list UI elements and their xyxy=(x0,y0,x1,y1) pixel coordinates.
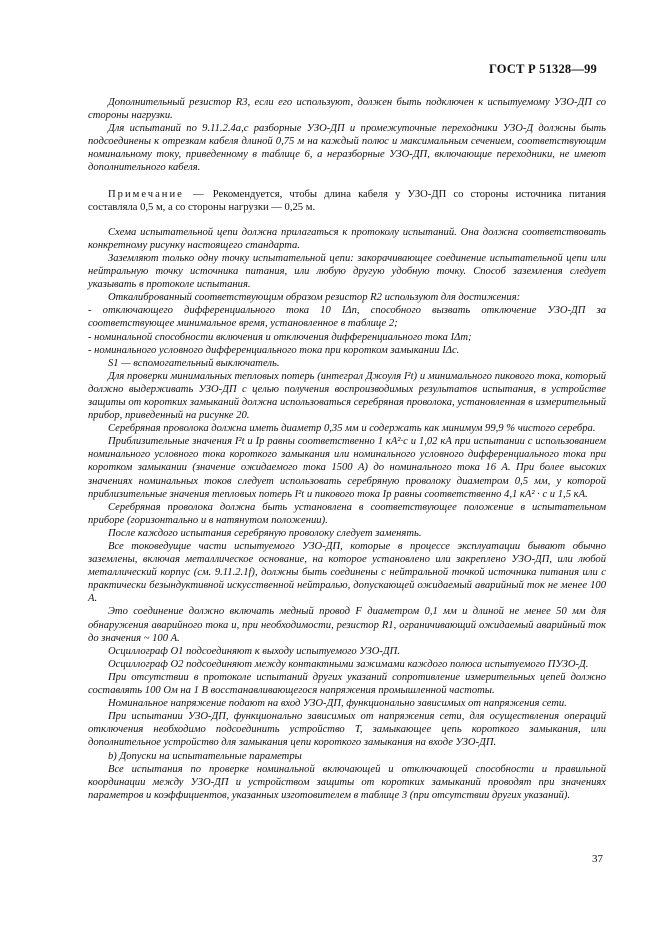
paragraph: Для проверки минимальных тепловых потерь (интеграл Джоуля I²t) и минимального пикового тока, который должно выдерживать УЗО-ДП с целью получения воспроизводимых результатов испытания, в устройстве защиты от коротких замыканий должна использоваться серебряная проволока, установленная в измерительный прибор, приведенный на рисунке 20. xyxy=(88,370,606,422)
paragraph: Схема испытательной цепи должна прилагаться к протоколу испытаний. Она должна соответствовать конкретному рисунку настоящего стандарта. xyxy=(88,226,606,251)
paragraph: Осциллограф O2 подсоединяют между контактными зажимами каждого полюса испытуемого ПУЗО-Д. xyxy=(108,658,589,670)
paragraph: При испытании УЗО-ДП, функционально зависимых от напряжения сети, для осуществления операций отключения необходимо подсоединить устройство T, замыкающее цепь короткого замыкания, или дополнительное устройство для замыкания цепи короткого замыкания на входе УЗО-ДП. xyxy=(88,711,606,749)
paragraph: Серебряная проволока должна иметь диаметр 0,35 мм и содержать как минимум 99,9 % чистого серебра. xyxy=(108,423,596,435)
paragraph: Все токоведущие части испытуемого УЗО-ДП, которые в процессе эксплуатации бывают обычно заземлены, включая металлическое основание, на которое установлено или закреплено УЗО-ДП, или любой металлический корпус (см. 9.11.2.1f), должны быть соединены с нейтральной точкой источника питания или с практически безындуктивной искусственной нейтралью, допускающей ожидаемый аварийный ток не менее 100 А. xyxy=(88,541,606,605)
document-code-header: ГОСТ Р 51328—99 xyxy=(488,62,597,76)
paragraph: Это соединение должно включать медный провод F диаметром 0,1 мм и длиной не менее 50 мм для обнаружения аварийного тока и, при необходимости, резистор R1, ограничивающий ожидаемый аварийный ток до значения ~ 100 А. xyxy=(88,606,606,644)
page-number: 37 xyxy=(592,853,603,865)
paragraph: Заземляют только одну точку испытательной цепи: закорачивающее соединение испытательной цепи или нейтральную точку источника питания, или любую другую удобную точку. Способ заземления следует указывать в протоколе испытания. xyxy=(88,252,606,291)
paragraph: Дополнительный резистор R3, если его используют, должен быть подключен к испытуемому УЗО-ДП со стороны нагрузки. xyxy=(88,97,606,122)
list-item: - номинальной способности включения и отключения дифференциального тока IΔm; xyxy=(88,331,472,343)
note-label: Примечание — xyxy=(108,188,206,200)
note-paragraph xyxy=(88,188,606,214)
document-body xyxy=(88,96,606,802)
paragraph: Откалиброванный соответствующим образом резистор R2 используют для достижения: xyxy=(108,292,521,304)
paragraph: Номинальное напряжение подают на вход УЗО-ДП, функционально зависимых от напряжения сети. xyxy=(108,698,567,710)
paragraph: После каждого испытания серебряную проволоку следует заменять. xyxy=(108,527,422,539)
subsection-heading: b) Допуски на испытательные параметры xyxy=(108,750,302,762)
paragraph: При отсутствии в протоколе испытаний других указаний сопротивление измерительных цепей должно составлять 100 Ом на 1 В восстанавливающегося напряжения промышленной частоты. xyxy=(88,671,606,697)
list-item: - номинального условного дифференциального тока при коротком замыкании IΔc. xyxy=(88,344,460,356)
paragraph: Все испытания по проверке номинальной включающей и отключающей способности и правильной координации между УЗО-ДП и устройством защиты от коротких замыканий проводят при значениях параметров и коэффициентов, указанных изготовителем в таблице 3 (при отсутствии других указаний). xyxy=(88,763,606,801)
paragraph: Серебряная проволока должна быть установлена в соответствующее положение в испытательном приборе (горизонтально и в натянутом положении). xyxy=(88,501,606,526)
note-text: Рекомендуется, чтобы длина кабеля у УЗО-ДП со стороны источника питания составляла 0,5 м, а со стороны нагрузки — 0,25 м. xyxy=(88,188,606,213)
paragraph: Приблизительные значения I²t и Ip равны соответственно 1 кА²·с и 1,02 кА при испытании с использованием номинального условного тока короткого замыкания или номинального условного дифференциального тока при коротком замыкании (значение ожидаемого тока 1500 А) до номинального тока 16 А. При более высоких значениях номинальных токов следует использовать серебряную проволоку диаметром 0,5 мм, у которой приблизительные значения тепловых потерь I²t и пикового тока Ip равны соответственно 4,1 кА² · с и 1,5 кА. xyxy=(88,436,606,500)
paragraph: Для испытаний по 9.11.2.4а,с разборные УЗО-ДП и промежуточные переходники УЗО-Д должны быть подсоединены к отрезкам кабеля длиной 0,75 м на каждый полюс и максимальным сечением, соответствующим номинальному току, приведенному в таблице 6, а неразборные УЗО-ДП, включающие переходники, не имеют дополнительного кабеля. xyxy=(88,123,606,174)
paragraph: Осциллограф O1 подсоединяют к выходу испытуемого УЗО-ДП. xyxy=(108,645,400,657)
paragraph: S1 — вспомогательный выключатель. xyxy=(108,357,280,369)
list-item: - отключающего дифференциального тока 10 IΔn, способного вызвать отключение УЗО-ДП за соответствующее минимальное время, установленное в таблице 2; xyxy=(88,305,606,330)
